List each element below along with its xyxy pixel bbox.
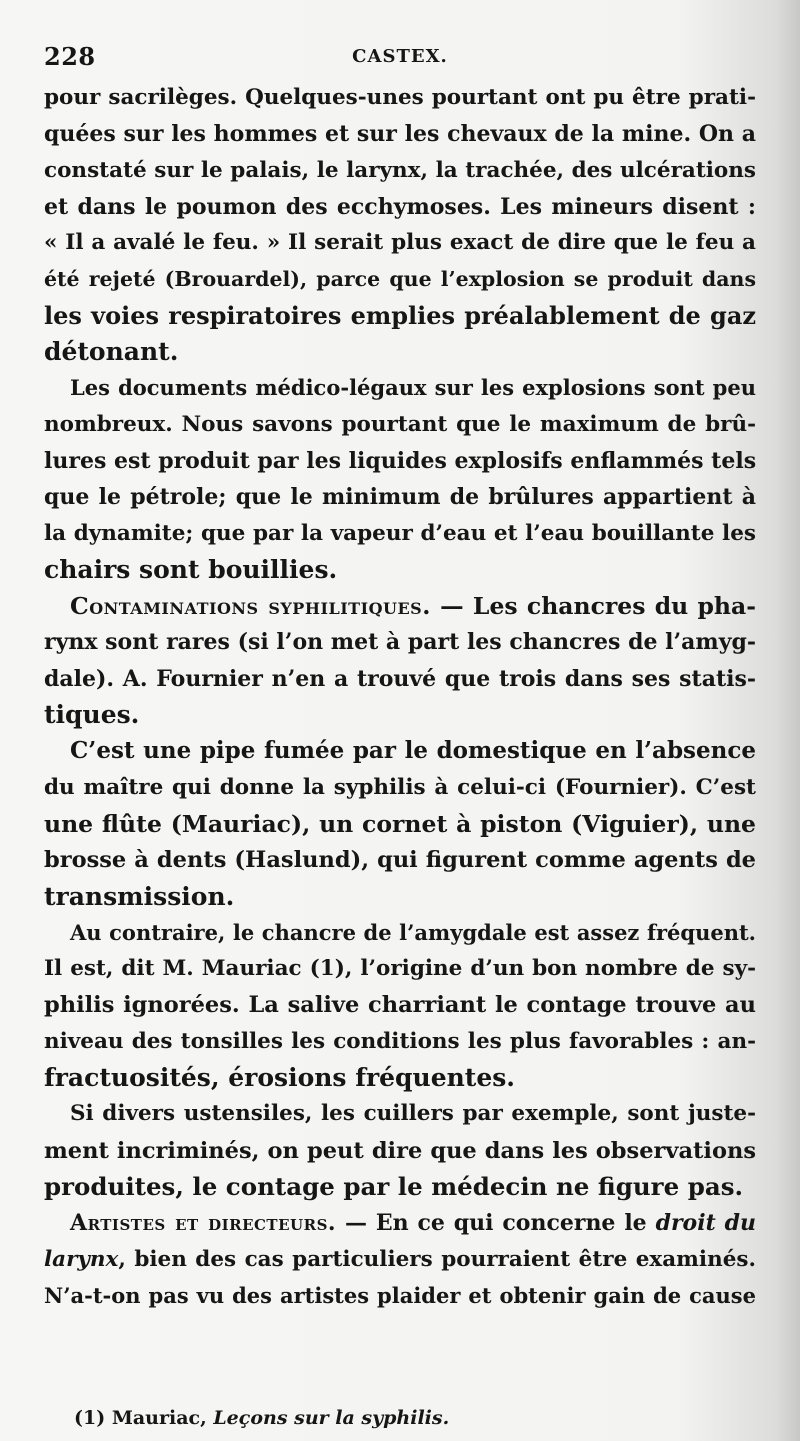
text-line: la dynamite; que par la vapeur d’eau et l’eau bouillante les	[44, 520, 756, 546]
text-line: été rejeté (Brouardel), parce que l’explosion se produit dans	[44, 267, 756, 292]
text-line: produites, le contage par le médecin ne figure pas.	[44, 1171, 744, 1201]
italic-term: droit du	[655, 1210, 756, 1237]
section-heading: Artistes et directeurs.	[70, 1210, 337, 1237]
text-line: transmission.	[44, 881, 235, 911]
text-line: rynx sont rares (si l’on met à part les chancres de l’amyg-	[44, 629, 756, 656]
text-line: fractuosités, érosions fréquentes.	[44, 1063, 516, 1093]
text-line: détonant.	[44, 337, 179, 367]
footnote-title: Leçons sur la syphilis.	[213, 1407, 450, 1429]
page-number: 228	[44, 42, 96, 71]
body-text	[44, 80, 756, 1314]
text-run: — En ce qui concerne le	[336, 1210, 656, 1237]
section-heading-line	[44, 588, 756, 624]
text-line: Il est, dit M. Mauriac (1), l’origine d’un bon nombre de sy-	[44, 956, 756, 982]
text-line	[44, 1242, 756, 1278]
section-heading: Contaminations syphilitiques.	[70, 592, 431, 621]
text-line: les voies respiratoires emplies préalablement de gaz	[44, 300, 756, 330]
text-line: C’est une pipe fumée par le domestique en l’absence	[70, 737, 756, 765]
text-line: ment incriminés, on peut dire que dans les observations	[44, 1137, 756, 1164]
text-run: — Les chancres du pha-	[430, 592, 756, 621]
text-line: N’a-t-on pas vu des artistes plaider et obtenir gain de cause	[44, 1282, 756, 1308]
text-line: niveau des tonsilles les conditions les plus favorables : an-	[44, 1028, 756, 1054]
text-line: pour sacrilèges. Quelques-unes pourtant ont pu être prati-	[44, 85, 756, 110]
text-line: et dans le poumon des ecchymoses. Les mineurs disent :	[44, 193, 756, 220]
section-heading-line	[44, 1205, 756, 1241]
text-line: Les documents médico-légaux sur les explosions sont peu	[70, 375, 756, 401]
running-head: CASTEX.	[352, 46, 448, 67]
text-line: Au contraire, le chancre de l’amygdale est assez fréquent.	[70, 919, 756, 945]
text-line: que le pétrole; que le minimum de brûlures appartient à	[44, 484, 756, 511]
text-run: , bien des cas particuliers pourraient être examinés.	[118, 1246, 756, 1272]
page-header	[44, 42, 756, 72]
text-line: philis ignorées. La salive charriant le contage trouve au	[44, 992, 756, 1019]
text-line: dale). A. Fournier n’en a trouvé que trois dans ses statis-	[44, 665, 756, 692]
text-line: lures est produit par les liquides explosifs enflammés tels	[44, 447, 757, 474]
text-line: chairs sont bouillies.	[44, 554, 338, 584]
text-line: tiques.	[44, 700, 140, 730]
text-line: « Il a avalé le feu. » Il serait plus exact de dire que le feu a	[44, 230, 756, 256]
text-line: Si divers ustensiles, les cuillers par exemple, sont juste-	[70, 1101, 756, 1127]
footnote-marker: (1) Mauriac,	[74, 1407, 214, 1429]
text-line: constaté sur le palais, le larynx, la trachée, des ulcérations	[44, 157, 756, 183]
text-line: du maître qui donne la syphilis à celui-ci (Fournier). C’est	[44, 774, 756, 800]
text-line: quées sur les hommes et sur les chevaux de la mine. On a	[44, 121, 756, 148]
text-line: une flûte (Mauriac), un cornet à piston (Viguier), une	[44, 809, 756, 838]
footnote	[74, 1407, 449, 1429]
text-line: nombreux. Nous savons pourtant que le maximum de brû-	[44, 411, 756, 437]
text-line: brosse à dents (Haslund), qui figurent comme agents de	[44, 847, 756, 874]
italic-term: larynx	[44, 1246, 119, 1272]
